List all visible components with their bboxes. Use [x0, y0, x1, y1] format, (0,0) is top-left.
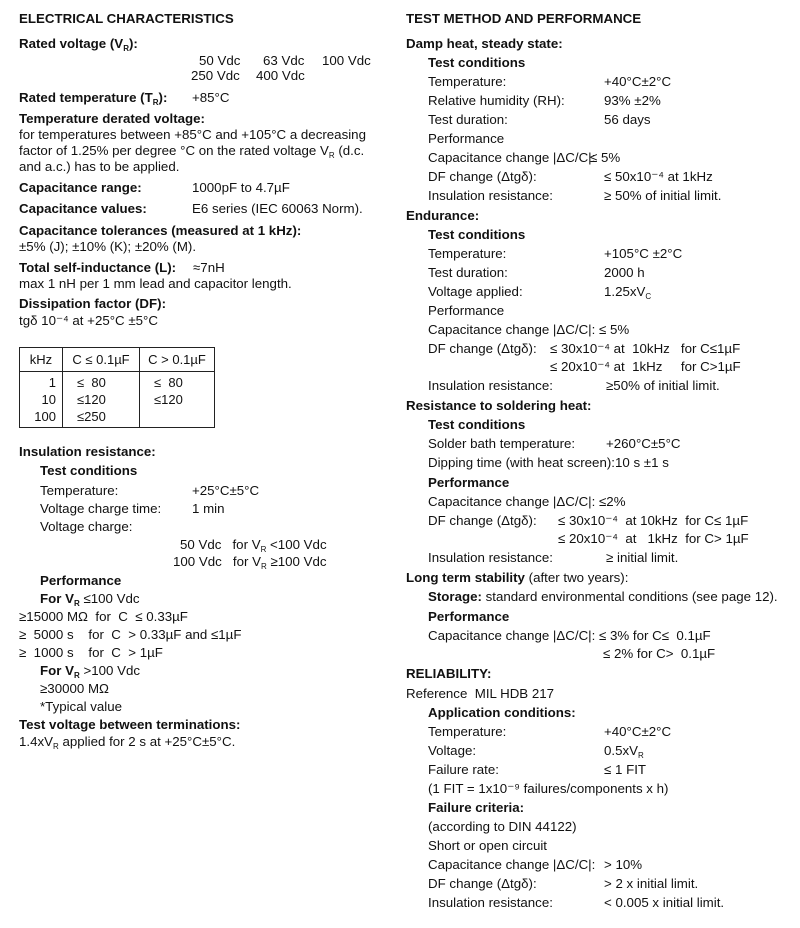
param-value: ≤ 20x10⁻⁴ at 1kHz for C> 1µF — [558, 531, 749, 546]
param-value: 1 min — [192, 501, 225, 516]
rated-temp-label: Rated temperature $(T_R)$: — [19, 90, 168, 107]
param-value: ≥ initial limit. — [606, 550, 679, 565]
perf-condition: For $V_R >100$ Vdc — [40, 663, 141, 680]
table-cell: ≤120 — [154, 392, 183, 407]
param-label: Test duration: — [428, 265, 508, 280]
inductance-label: Total self-inductance (L): — [19, 260, 177, 275]
param-value: ≥50% of initial limit. — [606, 378, 720, 393]
table-header: C > 0.1µF — [140, 348, 215, 372]
table-cell: 1 — [48, 375, 56, 390]
criteria-note: (according to DIN 44122) — [428, 819, 577, 834]
param-value: ≥ 50% of initial limit. — [604, 188, 722, 203]
performance-heading: Performance — [40, 573, 122, 588]
voltage-value: 400 Vdc — [256, 68, 305, 83]
soldering-title: Resistance to soldering heat: — [406, 398, 592, 413]
param-label: DF change (Δtgδ): — [428, 341, 537, 356]
damp-heat-title: Damp heat, steady state: — [406, 36, 563, 51]
param-value: 2000 h — [604, 265, 645, 280]
endurance-title: Endurance: — [406, 208, 480, 223]
param-label: Voltage charge: — [40, 519, 133, 534]
perf-value: ≥ 1000 s for C > 1µF — [19, 645, 163, 660]
rated-temp-value: +85°C — [192, 90, 230, 105]
performance-heading: Performance — [428, 131, 505, 146]
param-value: ≤ 5% — [590, 150, 621, 165]
insulation-title: Insulation resistance: — [19, 444, 156, 459]
param-label: DF change (Δtgδ): — [428, 513, 537, 528]
param-value: +40°C±2°C — [604, 724, 672, 739]
cap-values-value: E6 series (IEC 60063 Norm). — [192, 201, 363, 216]
param-value: ≤ 20x10⁻⁴ at 1kHz for C>1µF — [550, 359, 741, 374]
criteria-note: Short or open circuit — [428, 838, 547, 853]
param-row: Capacitance change |ΔC/C|: ≤2% — [428, 494, 626, 509]
param-value: +40°C±2°C — [604, 74, 672, 89]
param-label: Solder bath temperature: — [428, 436, 576, 451]
param-label: Temperature: — [428, 246, 507, 261]
voltage-value: 100 Vdc — [322, 53, 371, 68]
section-title-electrical: ELECTRICAL CHARACTERISTICS — [19, 11, 234, 26]
cap-range-label: Capacitance range: — [19, 180, 142, 195]
param-row: Capacitance change |ΔC/C|: ≤ 3% for C≤ 0.1µF — [428, 628, 711, 643]
param-value: > 10% — [604, 857, 643, 872]
param-value: ≤ 30x10⁻⁴ at 10kHz for C≤1µF — [550, 341, 741, 356]
param-value: +260°C±5°C — [606, 436, 681, 451]
df-value: tgδ 10⁻⁴ at +25°C ±5°C — [19, 313, 158, 328]
tolerances-value: ±5% (J); ±10% (K); ±20% (M). — [19, 239, 197, 254]
df-title: Dissipation factor (DF): — [19, 296, 167, 311]
perf-condition: For $V_R \le 100$ Vdc — [40, 591, 140, 608]
param-label: Temperature: — [428, 74, 507, 89]
derated-text: factor of 1.25% per degree °C on the rated voltage $V_R$ (d.c. — [19, 143, 365, 160]
perf-value: ≥30000 MΩ — [40, 681, 109, 696]
param-label: Voltage charge time: — [40, 501, 162, 516]
param-label: Relative humidity (RH): — [428, 93, 565, 108]
param-value: ≤ 30x10⁻⁴ at 10kHz for C≤ 1µF — [558, 513, 749, 528]
param-label: Temperature: — [40, 483, 119, 498]
param-value: 100 Vdc for $V_R \ge 100$ Vdc — [173, 554, 327, 571]
table-header: kHz — [20, 348, 63, 372]
param-value: ≤ 2% for C> 0.1µF — [603, 646, 716, 661]
long-term-title: Long term stability (after two years): — [406, 570, 629, 585]
reference: Reference MIL HDB 217 — [406, 686, 555, 701]
param-label: Insulation resistance: — [428, 895, 553, 910]
param-label: Capacitance change |ΔC/C|: — [428, 857, 596, 872]
param-value: ≤ 50x10⁻⁴ at 1kHz — [604, 169, 713, 184]
param-value: $1.25xV_C$ — [604, 284, 652, 301]
param-label: DF change (Δtgδ): — [428, 876, 537, 891]
test-conditions-heading: Test conditions — [40, 463, 138, 478]
param-label: Insulation resistance: — [428, 378, 553, 393]
table-header: C ≤ 0.1µF — [63, 348, 140, 372]
section-title-test-method: TEST METHOD AND PERFORMANCE — [406, 11, 642, 26]
storage-row: Storage: standard environmental conditions (see page 12). — [428, 589, 778, 604]
test-voltage-value: $1.4xV_R$ applied for 2 s at +25°C±5°C. — [19, 734, 236, 751]
param-value: 93% ±2% — [604, 93, 661, 108]
perf-value: ≥15000 MΩ for C ≤ 0.33µF — [19, 609, 188, 624]
param-value: $0.5xV_R$ — [604, 743, 644, 760]
param-label: Capacitance change |ΔC/C|: — [428, 150, 596, 165]
table-cell: 10 — [41, 392, 56, 407]
cap-range-value: 1000pF to 4.7µF — [192, 180, 290, 195]
param-value: 56 days — [604, 112, 651, 127]
application-conditions-heading: Application conditions: — [428, 705, 576, 720]
performance-heading: Performance — [428, 303, 505, 318]
failure-criteria-heading: Failure criteria: — [428, 800, 525, 815]
table-cell: 100 — [34, 409, 56, 424]
df-table — [19, 347, 215, 428]
table-cell: ≤ 80 — [77, 375, 106, 390]
param-row: Dipping time (with heat screen):10 s ±1 s — [428, 455, 669, 470]
tolerances-title: Capacitance tolerances (measured at 1 kHz): — [19, 223, 302, 238]
param-value: > 2 x initial limit. — [604, 876, 699, 891]
param-value: < 0.005 x initial limit. — [604, 895, 725, 910]
derated-text: for temperatures between +85°C and +105°C a decreasing — [19, 127, 366, 142]
param-label: Insulation resistance: — [428, 550, 553, 565]
table-cell: ≤ 80 — [154, 375, 183, 390]
voltage-value: 250 Vdc — [191, 68, 240, 83]
table-row — [20, 372, 215, 428]
param-value: ≤ 1 FIT — [604, 762, 647, 777]
performance-heading: Performance — [428, 475, 510, 490]
derated-title: Temperature derated voltage: — [19, 111, 205, 126]
test-conditions-heading: Test conditions — [428, 227, 526, 242]
param-label: Test duration: — [428, 112, 508, 127]
rated-voltage-label: Rated voltage $(V_R)$: — [19, 36, 138, 53]
test-conditions-heading: Test conditions — [428, 55, 526, 70]
voltage-value: 50 Vdc — [199, 53, 241, 68]
inductance-note: max 1 nH per 1 mm lead and capacitor length. — [19, 276, 292, 291]
reliability-title: RELIABILITY: — [406, 666, 492, 681]
fit-note: (1 FIT = 1x10⁻⁹ failures/components x h) — [428, 781, 669, 796]
param-value: +105°C ±2°C — [604, 246, 683, 261]
param-label: Voltage: — [428, 743, 477, 758]
param-value: +25°C±5°C — [192, 483, 260, 498]
param-label: Temperature: — [428, 724, 507, 739]
param-label: DF change (Δtgδ): — [428, 169, 537, 184]
inductance-value: ≈7nH — [193, 260, 225, 275]
table-cell: ≤120 — [77, 392, 106, 407]
param-label: Insulation resistance: — [428, 188, 553, 203]
param-value: 50 Vdc for $V_R <100$ Vdc — [180, 537, 327, 554]
param-label: Failure rate: — [428, 762, 499, 777]
table-cell: ≤250 — [77, 409, 106, 424]
performance-heading: Performance — [428, 609, 510, 624]
param-row: Capacitance change |ΔC/C|: ≤ 5% — [428, 322, 630, 337]
test-conditions-heading: Test conditions — [428, 417, 526, 432]
test-voltage-title: Test voltage between terminations: — [19, 717, 241, 732]
voltage-value: 63 Vdc — [263, 53, 305, 68]
cap-values-label: Capacitance values: — [19, 201, 147, 216]
footnote: *Typical value — [40, 699, 123, 714]
perf-value: ≥ 5000 s for C > 0.33µF and ≤1µF — [19, 627, 242, 642]
derated-text: and a.c.) has to be applied. — [19, 159, 180, 174]
param-label: Voltage applied: — [428, 284, 523, 299]
